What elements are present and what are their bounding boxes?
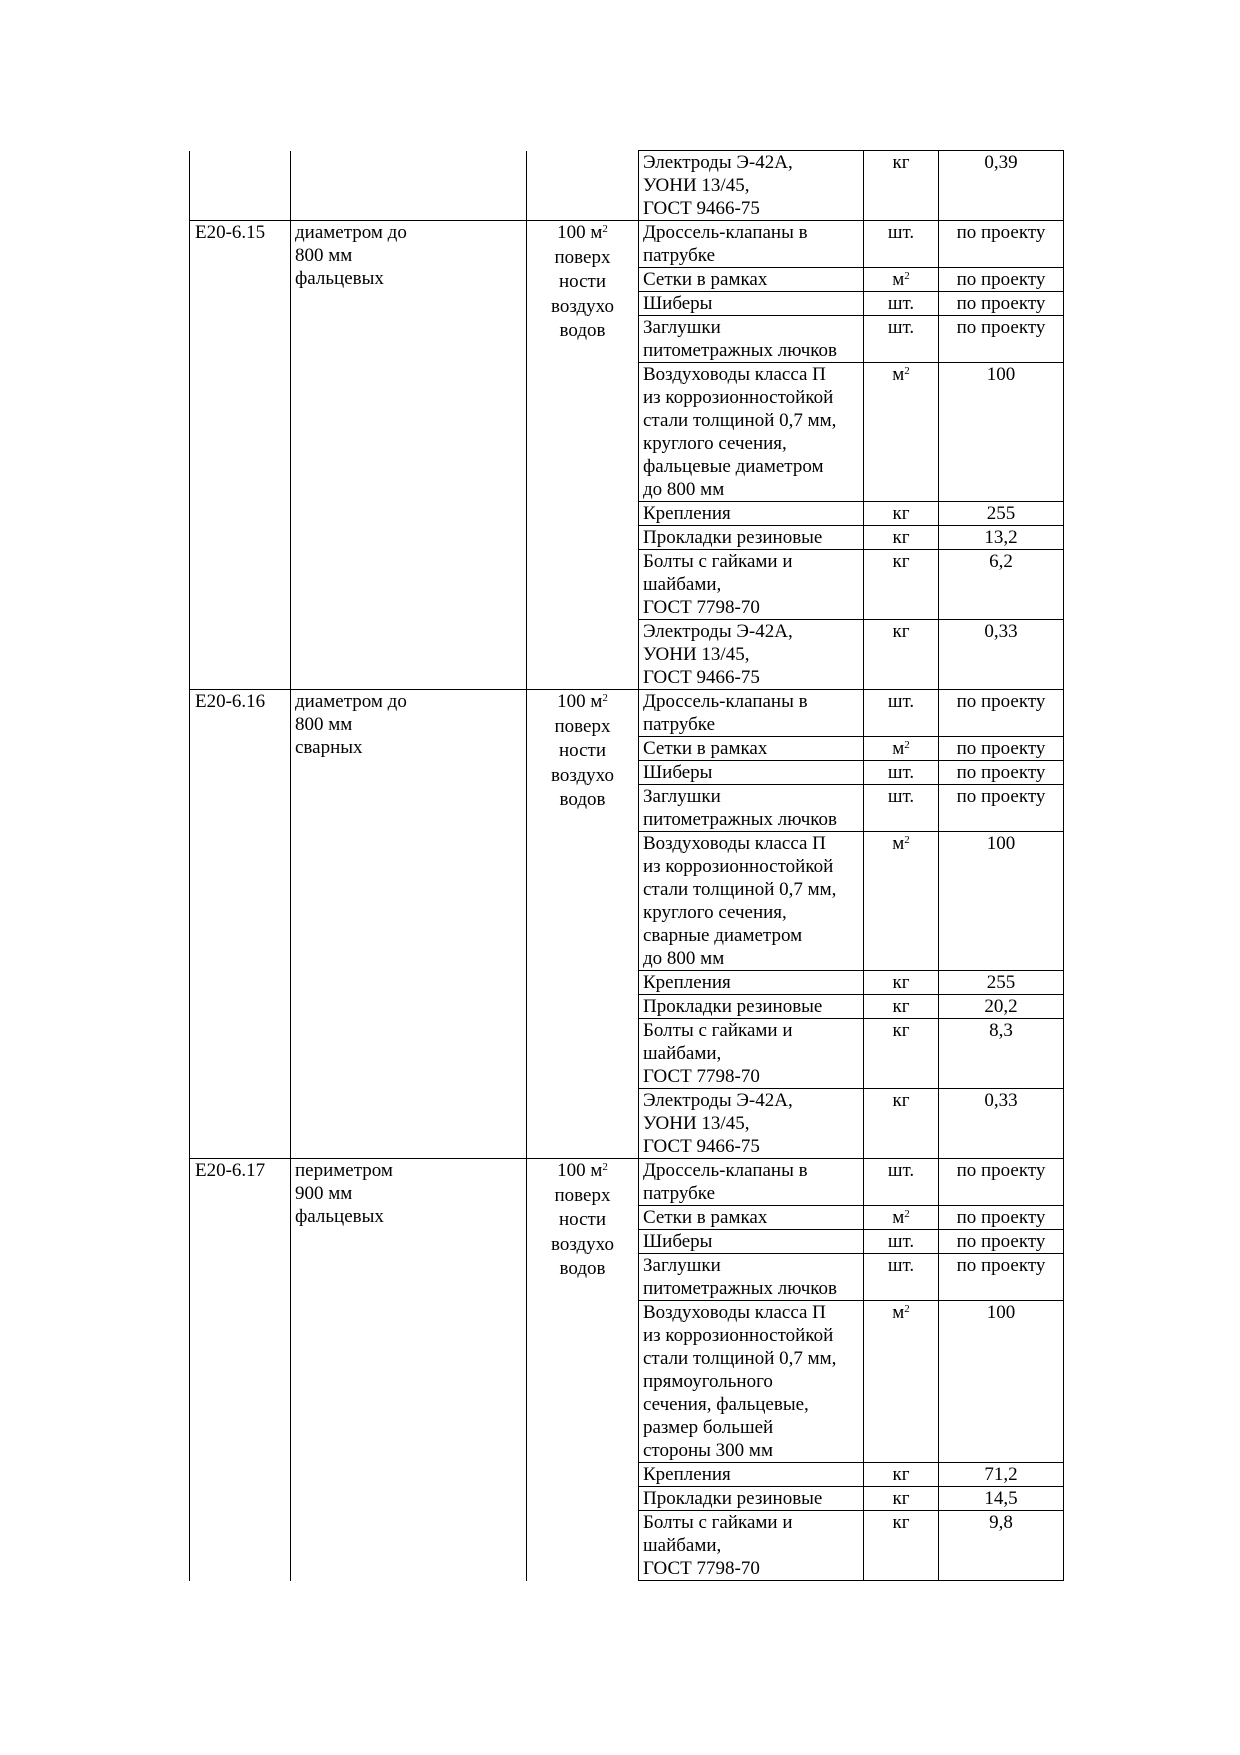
measure-unit-line: ности	[558, 1209, 607, 1230]
material-name-line: Шиберы	[643, 293, 713, 314]
unit-superscript: 2	[904, 1303, 910, 1315]
quantity-value: по проекту	[956, 786, 1046, 807]
material-name-line: шайбами,	[643, 1043, 722, 1064]
quantity-cell	[939, 971, 1064, 995]
unit-cell	[864, 221, 939, 268]
unit-cell	[864, 526, 939, 550]
unit-cell	[864, 971, 939, 995]
quantity-cell	[939, 316, 1064, 363]
measure-unit-line: воздухо	[551, 295, 614, 317]
material-name-line: прямоугольного	[643, 1371, 773, 1392]
measure-unit-line: поверх	[554, 715, 611, 737]
unit-cell	[864, 737, 939, 761]
measure-unit-line: ности	[558, 740, 607, 761]
material-name-line: ГОСТ 7798-70	[643, 597, 760, 618]
quantity-cell	[939, 995, 1064, 1019]
quantity-cell	[939, 1019, 1064, 1089]
unit-text: кг	[892, 1488, 910, 1509]
measure-superscript: 2	[602, 223, 608, 235]
unit-text: кг	[892, 996, 910, 1017]
measure-unit-line: водов	[559, 789, 606, 810]
material-name-line: Заглушки	[643, 1255, 721, 1276]
quantity-value: 100	[986, 364, 1016, 385]
unit-text: шт.	[887, 222, 915, 243]
measure-unit-cell	[527, 1159, 639, 1581]
work-name-cell	[291, 690, 527, 1159]
material-name-line: Дроссель-клапаны в	[643, 1160, 808, 1181]
unit-cell	[864, 1487, 939, 1511]
material-name-line: ГОСТ 9466-75	[643, 667, 760, 688]
material-name-line: круглого сечения,	[643, 902, 787, 923]
quantity-value: 6,2	[989, 551, 1013, 572]
quantity-value: по проекту	[956, 1255, 1046, 1276]
material-name-line: Сетки в рамках	[643, 269, 768, 290]
unit-text: шт.	[887, 1160, 915, 1181]
material-name-line: Крепления	[643, 503, 731, 524]
material-name-line: сечения, фальцевые,	[643, 1394, 809, 1415]
quantity-value: 100	[986, 833, 1016, 854]
quantity-value: по проекту	[956, 222, 1046, 243]
unit-cell	[864, 363, 939, 502]
quantity-value: 100	[986, 1302, 1016, 1323]
quantity-cell	[939, 221, 1064, 268]
work-name-cell	[291, 1159, 527, 1581]
quantity-value: 20,2	[984, 996, 1018, 1017]
material-name-cell	[639, 1463, 864, 1487]
quantity-value: по проекту	[956, 269, 1046, 290]
unit-cell	[864, 1254, 939, 1301]
unit-text: м	[892, 833, 905, 854]
unit-text: шт.	[887, 317, 915, 338]
quantity-cell	[939, 1487, 1064, 1511]
unit-cell	[864, 1463, 939, 1487]
material-name-cell	[639, 316, 864, 363]
quantity-cell	[939, 785, 1064, 832]
quantity-value: по проекту	[956, 317, 1046, 338]
unit-superscript: 2	[904, 1208, 910, 1220]
quantity-cell	[939, 550, 1064, 620]
material-name-line: ГОСТ 9466-75	[643, 1136, 760, 1157]
unit-text: шт.	[887, 1231, 915, 1252]
quantity-value: по проекту	[956, 691, 1046, 712]
work-name-line: диаметром до	[295, 691, 407, 712]
material-name-line: круглого сечения,	[643, 433, 787, 454]
measure-unit-line: воздухо	[551, 1233, 614, 1255]
unit-cell	[864, 1019, 939, 1089]
material-name-line: ГОСТ 7798-70	[643, 1066, 760, 1087]
material-name-cell	[639, 363, 864, 502]
material-name-line: стали толщиной 0,7 мм,	[643, 410, 837, 431]
material-name-line: Болты с гайками и	[643, 551, 793, 572]
empty-cell	[527, 151, 639, 221]
quantity-value: 8,3	[989, 1020, 1013, 1041]
norm-code-cell	[190, 221, 291, 690]
material-name-line: из коррозионностойкой	[643, 856, 834, 877]
table-row	[190, 151, 1064, 221]
unit-cell	[864, 785, 939, 832]
unit-cell	[864, 832, 939, 971]
material-name-line: Электроды Э-42А,	[643, 1090, 793, 1111]
norm-code-cell	[190, 690, 291, 1159]
material-name-line: шайбами,	[643, 1535, 722, 1556]
quantity-cell	[939, 1254, 1064, 1301]
material-name-line: патрубке	[643, 245, 716, 266]
measure-unit-first-line	[531, 1159, 634, 1184]
unit-text: м	[892, 1302, 905, 1323]
material-name-line: патрубке	[643, 1183, 716, 1204]
unit-text: шт.	[887, 786, 915, 807]
unit-cell	[864, 1301, 939, 1463]
quantity-cell	[939, 832, 1064, 971]
unit-cell	[864, 690, 939, 737]
material-name-line: до 800 мм	[643, 948, 725, 969]
material-name-line: из коррозионностойкой	[643, 1325, 834, 1346]
quantity-value: по проекту	[956, 293, 1046, 314]
quantity-value: 0,33	[984, 621, 1018, 642]
material-name-cell	[639, 1230, 864, 1254]
quantity-cell	[939, 268, 1064, 292]
unit-text: кг	[892, 972, 910, 993]
material-name-cell	[639, 971, 864, 995]
norm-code: Е20-6.16	[195, 691, 266, 712]
material-name-line: питометражных лючков	[643, 340, 838, 361]
quantity-cell	[939, 151, 1064, 221]
material-name-cell	[639, 690, 864, 737]
material-name-cell	[639, 761, 864, 785]
material-name-line: Болты с гайками и	[643, 1512, 793, 1533]
material-name-cell	[639, 1019, 864, 1089]
unit-text: шт.	[887, 762, 915, 783]
material-name-cell	[639, 221, 864, 268]
material-name-cell	[639, 292, 864, 316]
material-name-line: питометражных лючков	[643, 1278, 838, 1299]
quantity-value: 255	[986, 972, 1016, 993]
material-name-cell	[639, 1511, 864, 1581]
unit-text: м	[892, 738, 905, 759]
unit-text: кг	[892, 621, 910, 642]
material-name-cell	[639, 832, 864, 971]
unit-cell	[864, 292, 939, 316]
norm-code: Е20-6.15	[195, 222, 266, 243]
material-name-line: Сетки в рамках	[643, 1207, 768, 1228]
material-name-line: стороны 300 мм	[643, 1440, 773, 1461]
material-name-cell	[639, 737, 864, 761]
unit-superscript: 2	[904, 270, 910, 282]
material-name-cell	[639, 1206, 864, 1230]
norm-code-cell	[190, 1159, 291, 1581]
quantity-cell	[939, 1089, 1064, 1159]
measure-unit-cell	[527, 221, 639, 690]
material-name-line: УОНИ 13/45,	[643, 1113, 750, 1134]
unit-text: кг	[892, 503, 910, 524]
material-name-line: питометражных лючков	[643, 809, 838, 830]
unit-cell	[864, 316, 939, 363]
measure-unit-line: поверх	[554, 1184, 611, 1206]
unit-cell	[864, 1159, 939, 1206]
material-name-cell	[639, 550, 864, 620]
unit-cell	[864, 151, 939, 221]
unit-text: кг	[892, 152, 910, 173]
quantity-value: по проекту	[956, 1231, 1046, 1252]
table-row	[190, 1159, 1064, 1206]
material-name-line: Воздуховоды класса П	[643, 364, 826, 385]
material-name-line: Воздуховоды класса П	[643, 833, 826, 854]
quantity-cell	[939, 690, 1064, 737]
table-row	[190, 690, 1064, 737]
measure-unit-line: ности	[558, 271, 607, 292]
material-name-line: Электроды Э-42А,	[643, 621, 793, 642]
material-name-line: Прокладки резиновые	[643, 527, 823, 548]
measure-unit-line: воздухо	[551, 764, 614, 786]
quantity-value: 13,2	[984, 527, 1018, 548]
unit-cell	[864, 550, 939, 620]
material-name-cell	[639, 151, 864, 221]
measure-superscript: 2	[602, 692, 608, 704]
empty-cell	[291, 151, 527, 221]
unit-text: кг	[892, 527, 910, 548]
work-name-line: фальцевых	[295, 1206, 384, 1227]
material-name-line: Сетки в рамках	[643, 738, 768, 759]
work-name-line: 800 мм	[295, 714, 353, 735]
unit-superscript: 2	[904, 365, 910, 377]
quantity-value: 0,33	[984, 1090, 1018, 1111]
material-name-line: стали толщиной 0,7 мм,	[643, 1348, 837, 1369]
empty-cell	[190, 151, 291, 221]
work-name-line: 900 мм	[295, 1183, 353, 1204]
quantity-cell	[939, 502, 1064, 526]
material-name-cell	[639, 1487, 864, 1511]
measure-unit-line: водов	[559, 320, 606, 341]
quantity-value: по проекту	[956, 762, 1046, 783]
material-name-line: из коррозионностойкой	[643, 387, 834, 408]
material-name-line: Воздуховоды класса П	[643, 1302, 826, 1323]
material-name-cell	[639, 1301, 864, 1463]
quantity-cell	[939, 737, 1064, 761]
material-name-line: Прокладки резиновые	[643, 1488, 823, 1509]
unit-text: м	[892, 364, 905, 385]
unit-cell	[864, 1206, 939, 1230]
measure-superscript: 2	[602, 1161, 608, 1173]
material-name-line: Электроды Э-42А,	[643, 152, 793, 173]
work-name-line: периметром	[295, 1160, 393, 1181]
quantity-cell	[939, 1463, 1064, 1487]
material-name-line: ГОСТ 9466-75	[643, 198, 760, 219]
unit-text: кг	[892, 1090, 910, 1111]
material-name-cell	[639, 620, 864, 690]
quantity-cell	[939, 363, 1064, 502]
unit-cell	[864, 995, 939, 1019]
material-name-line: размер большей	[643, 1417, 774, 1438]
material-name-line: Дроссель-клапаны в	[643, 222, 808, 243]
quantity-value: по проекту	[956, 1160, 1046, 1181]
unit-cell	[864, 1089, 939, 1159]
quantity-value: 71,2	[984, 1464, 1018, 1485]
material-name-cell	[639, 268, 864, 292]
work-name-line: диаметром до	[295, 222, 407, 243]
measure-unit-line: 100 м	[557, 222, 603, 243]
material-name-line: Крепления	[643, 1464, 731, 1485]
unit-text: кг	[892, 551, 910, 572]
quantity-cell	[939, 292, 1064, 316]
material-name-line: стали толщиной 0,7 мм,	[643, 879, 837, 900]
quantity-cell	[939, 761, 1064, 785]
material-name-line: патрубке	[643, 714, 716, 735]
quantity-value: 14,5	[984, 1488, 1018, 1509]
material-name-line: Шиберы	[643, 762, 713, 783]
material-name-line: сварные диаметром	[643, 925, 803, 946]
material-name-line: Заглушки	[643, 786, 721, 807]
quantity-cell	[939, 1206, 1064, 1230]
material-name-line: ГОСТ 7798-70	[643, 1558, 760, 1579]
work-name-line: 800 мм	[295, 245, 353, 266]
measure-unit-line: поверх	[554, 246, 611, 268]
material-name-cell	[639, 526, 864, 550]
material-name-line: шайбами,	[643, 574, 722, 595]
material-name-cell	[639, 1254, 864, 1301]
unit-text: шт.	[887, 293, 915, 314]
quantity-cell	[939, 1159, 1064, 1206]
measure-unit-line: 100 м	[557, 1160, 603, 1181]
material-name-line: Заглушки	[643, 317, 721, 338]
unit-text: кг	[892, 1512, 910, 1533]
material-name-cell	[639, 1089, 864, 1159]
material-name-line: Шиберы	[643, 1231, 713, 1252]
measure-unit-line: водов	[559, 1258, 606, 1279]
material-name-line: УОНИ 13/45,	[643, 175, 750, 196]
unit-cell	[864, 1511, 939, 1581]
quantity-cell	[939, 620, 1064, 690]
unit-text: шт.	[887, 1255, 915, 1276]
quantity-value: по проекту	[956, 1207, 1046, 1228]
unit-cell	[864, 268, 939, 292]
material-name-line: Прокладки резиновые	[643, 996, 823, 1017]
material-name-cell	[639, 502, 864, 526]
material-name-line: УОНИ 13/45,	[643, 644, 750, 665]
material-name-line: фальцевые диаметром	[643, 456, 824, 477]
material-name-cell	[639, 785, 864, 832]
quantity-value: 255	[986, 503, 1016, 524]
unit-text: м	[892, 269, 905, 290]
unit-text: кг	[892, 1464, 910, 1485]
norm-code: Е20-6.17	[195, 1160, 266, 1181]
unit-cell	[864, 761, 939, 785]
quantity-value: 0,39	[984, 152, 1018, 173]
unit-cell	[864, 620, 939, 690]
quantity-cell	[939, 1230, 1064, 1254]
unit-cell	[864, 1230, 939, 1254]
measure-unit-first-line	[531, 221, 634, 246]
quantity-cell	[939, 526, 1064, 550]
quantity-value: по проекту	[956, 738, 1046, 759]
unit-superscript: 2	[904, 739, 910, 751]
table-row	[190, 221, 1064, 268]
unit-text: кг	[892, 1020, 910, 1041]
unit-text: шт.	[887, 691, 915, 712]
material-name-line: Болты с гайками и	[643, 1020, 793, 1041]
work-name-line: фальцевых	[295, 268, 384, 289]
norms-table	[189, 150, 1064, 1581]
material-name-line: Крепления	[643, 972, 731, 993]
material-name-cell	[639, 1159, 864, 1206]
work-name-line: сварных	[295, 737, 363, 758]
unit-cell	[864, 502, 939, 526]
material-name-cell	[639, 995, 864, 1019]
measure-unit-first-line	[531, 690, 634, 715]
material-name-line: до 800 мм	[643, 479, 725, 500]
measure-unit-cell	[527, 690, 639, 1159]
quantity-cell	[939, 1511, 1064, 1581]
unit-superscript: 2	[904, 834, 910, 846]
quantity-cell	[939, 1301, 1064, 1463]
quantity-value: 9,8	[989, 1512, 1013, 1533]
unit-text: м	[892, 1207, 905, 1228]
material-name-line: Дроссель-клапаны в	[643, 691, 808, 712]
work-name-cell	[291, 221, 527, 690]
measure-unit-line: 100 м	[557, 691, 603, 712]
